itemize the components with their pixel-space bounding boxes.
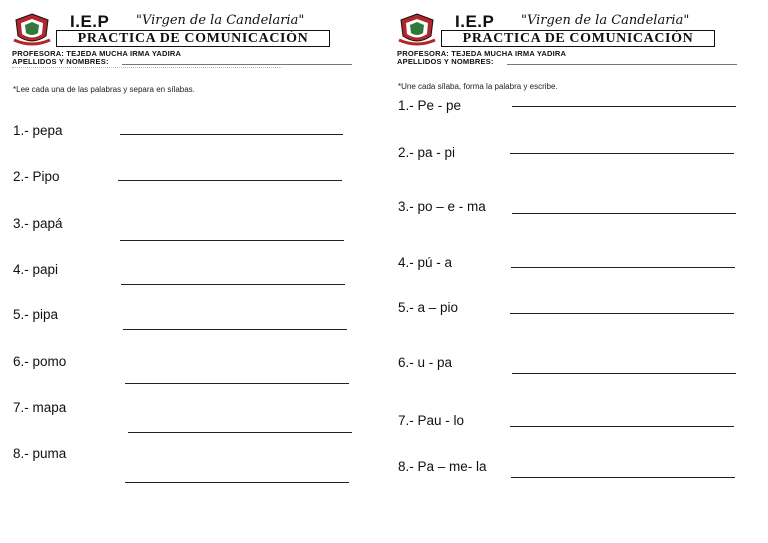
teacher-line: PROFESORA: TEJEDA MUCHA IRMA YADIRA [397,49,567,58]
exercise-item: 5.- a – pio [398,300,459,315]
answer-line[interactable] [512,373,736,374]
answer-line[interactable] [125,482,349,483]
exercise-item: 2.- Pipo [13,169,60,184]
school-name: I.E.P [455,12,495,31]
names-label: APELLIDOS Y NOMBRES: [397,57,494,66]
answer-line[interactable] [121,284,345,285]
answer-line[interactable] [120,240,344,241]
instruction-text: *Une cada sílaba, forma la palabra y escribe. [398,82,558,91]
exercise-item: 1.- pepa [13,123,63,138]
exercise-item: 8.- Pa – me- la [398,459,487,474]
school-crest-icon [397,12,437,48]
answer-line[interactable] [128,432,352,433]
school-motto: "Virgen de la Candelaria" [521,13,690,28]
exercise-item: 4.- pú - a [398,255,453,270]
exercise-item: 2.- pa - pi [398,145,456,160]
worksheet-title: PRACTICA DE COMUNICACIÓN [441,30,715,47]
answer-line[interactable] [120,134,343,135]
school-motto: "Virgen de la Candelaria" [136,13,305,28]
answer-line[interactable] [510,313,734,314]
exercise-item: 1.- Pe - pe [398,98,462,113]
exercise-item: 7.- mapa [13,400,67,415]
worksheet-right [395,0,755,543]
names-answer-line[interactable] [507,64,737,65]
school-name: I.E.P [70,12,110,31]
answer-line[interactable] [511,477,735,478]
teacher-line: PROFESORA: TEJEDA MUCHA IRMA YADIRA [12,49,182,58]
faint-divider [12,67,282,71]
exercise-item: 3.- po – e - ma [398,199,486,214]
exercise-item: 5.- pipa [13,307,59,322]
answer-line[interactable] [510,426,734,427]
worksheet-left [10,0,370,543]
school-crest-icon [12,12,52,48]
names-answer-line[interactable] [122,64,352,65]
exercise-item: 6.- pomo [13,354,67,369]
exercise-item: 7.- Pau - lo [398,413,465,428]
answer-line[interactable] [511,267,735,268]
exercise-item: 8.- puma [13,446,67,461]
answer-line[interactable] [510,153,734,154]
exercise-item: 4.- papi [13,262,59,277]
answer-line[interactable] [512,106,736,107]
exercise-item: 6.- u - pa [398,355,453,370]
worksheet-header [10,10,355,68]
names-label: APELLIDOS Y NOMBRES: [12,57,109,66]
answer-line[interactable] [512,213,736,214]
answer-line[interactable] [125,383,349,384]
answer-line[interactable] [118,180,342,181]
worksheet-title: PRACTICA DE COMUNICACIÓN [56,30,330,47]
answer-line[interactable] [123,329,347,330]
instruction-text: *Lee cada una de las palabras y separa en sílabas. [13,85,195,94]
worksheet-header [395,10,740,68]
exercise-item: 3.- papá [13,216,63,231]
